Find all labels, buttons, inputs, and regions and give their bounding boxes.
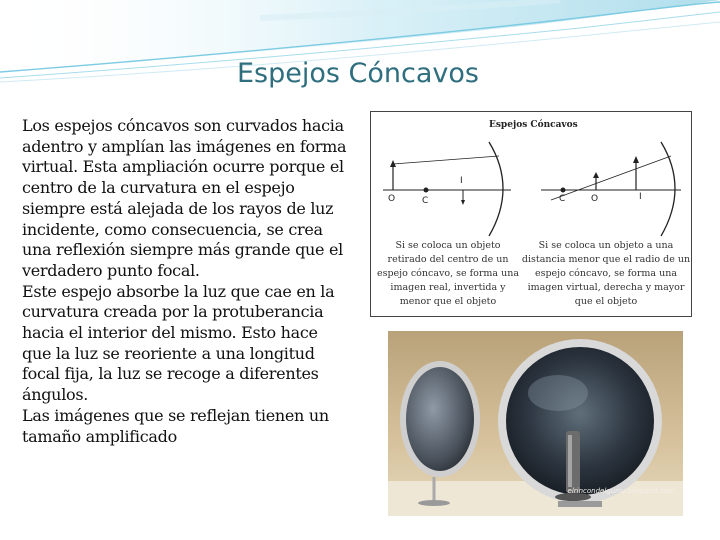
right-ray <box>551 156 671 200</box>
left-center-label: C <box>422 196 429 206</box>
right-concave-mirror <box>661 142 675 236</box>
photo-watermark: elrincondelgurru.blogspot.com <box>567 487 675 495</box>
right-center-label: C <box>559 194 566 204</box>
left-center-point <box>424 188 429 193</box>
body-paragraph: Los espejos cóncavos son curvados hacia adentro y amplían las imágenes en forma virtual. Esta ampliación ocurre porque el centro de la curvatura en el espejo siempre está alejada de los rayos de luz incidente, como consecuencia, se crea una reflexión siempre más grande que el verdadero punto focal. <box>22 116 347 280</box>
slide-body-text <box>22 116 347 447</box>
concave-mirror-photo <box>388 331 683 516</box>
right-caption: Si se coloca un objeto a una distancia menor que el radio de un espejo cóncavo, se forma una imagen virtual, derecha y mayor que el objeto <box>521 240 691 307</box>
right-image-label: I <box>639 192 642 202</box>
concave-mirror-diagram <box>370 111 692 317</box>
right-center-point <box>561 188 566 193</box>
right-object-label: O <box>591 194 599 204</box>
left-image-label: I <box>460 176 463 186</box>
slide-title: Espejos Cóncavos <box>237 58 479 89</box>
body-paragraph: Este espejo absorbe la luz que cae en la curvatura creada por la protuberancia hacia el interior del mismo. Esto hace que la luz se reoriente a una longitud focal fija, la luz se recoge a diferentes ángulos. <box>22 281 335 405</box>
left-caption: Si se coloca un objeto retirado del centro de un espejo cóncavo, se forma una imagen real, invertida y menor que el objeto <box>376 240 520 307</box>
body-paragraph: Las imágenes que se reflejan tienen un tamaño amplificado <box>22 405 329 446</box>
left-object-label: O <box>388 194 396 204</box>
diagram-title: Espejos Cóncavos <box>489 120 578 130</box>
left-ray <box>393 156 499 164</box>
